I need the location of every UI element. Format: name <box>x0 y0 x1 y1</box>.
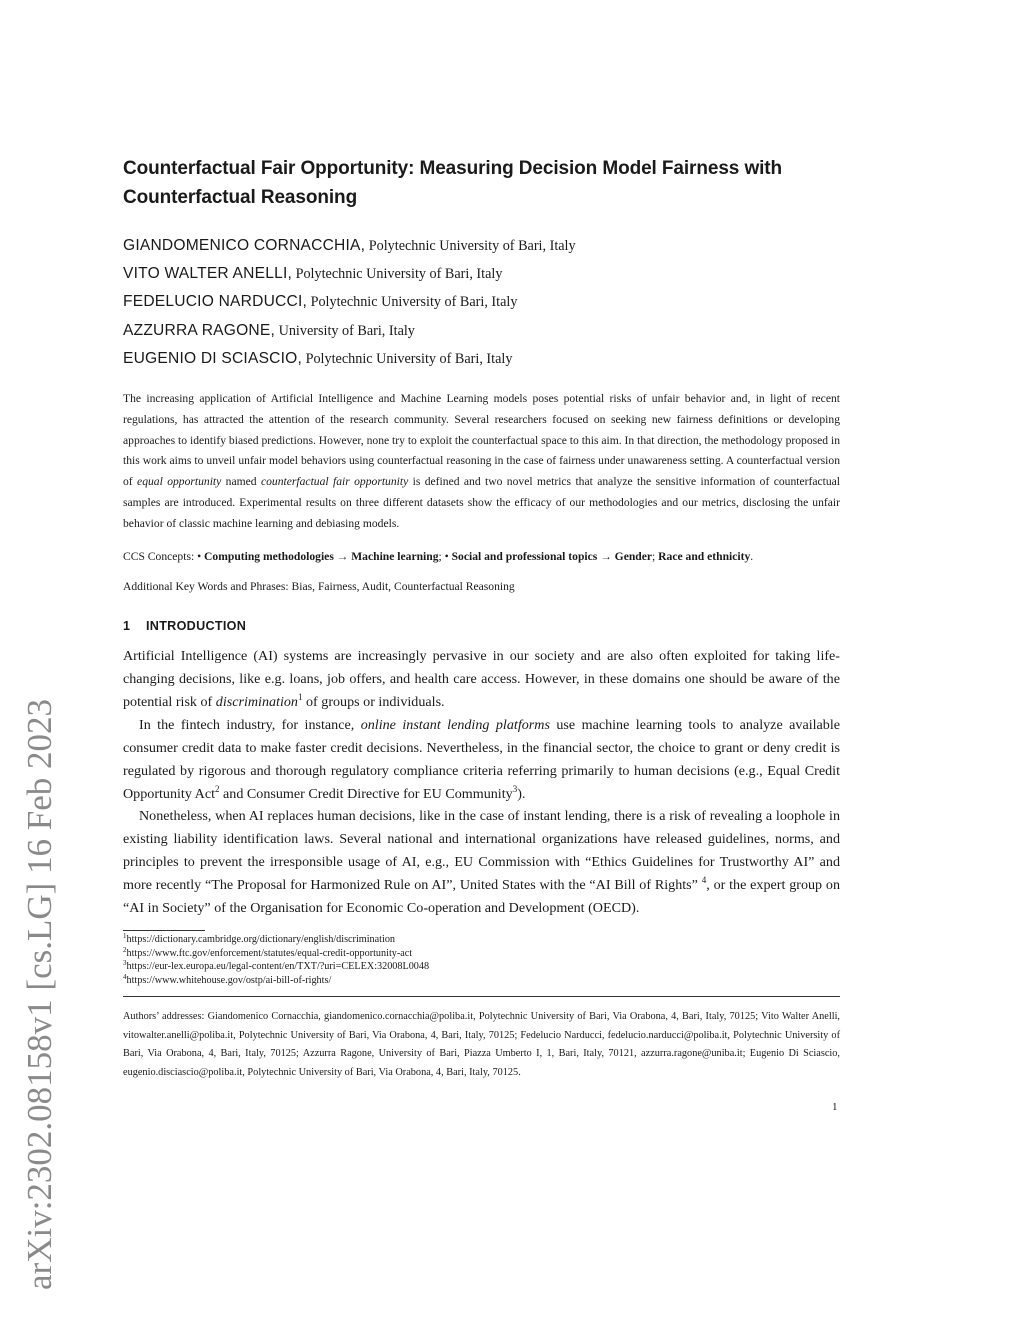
paragraph-emphasis: online instant lending platforms <box>360 716 550 733</box>
footnote-marker[interactable]: 2 <box>215 783 220 794</box>
author-entry <box>123 232 840 260</box>
section-heading <box>123 619 840 633</box>
footnote-number: 2 <box>123 945 127 954</box>
paragraph-text: , or the expert group on “AI in Society” of the Organisation for Economic Co-operation and Development (OECD). <box>123 877 840 917</box>
author-affiliation: Polytechnic University of Bari, Italy <box>368 238 576 254</box>
author-name: EUGENIO DI SCIASCIO, <box>123 349 303 367</box>
footnote-marker[interactable]: 4 <box>701 875 707 886</box>
paragraph-text: of groups or individuals. <box>302 693 445 710</box>
abstract-text: named <box>221 475 261 489</box>
footnote-number: 1 <box>123 931 127 940</box>
section-number: 1 <box>123 619 131 634</box>
paragraph-text: ). <box>517 785 526 802</box>
abstract-text: The increasing application of Artificial Intelligence and Machine Learning models poses potential risks of unfair behavior and, in light of recent regulations, has attracted the attention of the research community. Several researchers focused on seeking new fairness definitions or developing approaches to identify biased predictions. However, none try to exploit the counterfactual space to this aim. In that direction, the methodology proposed in this work aims to unveil unfair model behaviors using counterfactual reasoning in the case of fairness under unawareness setting. A counterfactual version of <box>123 392 840 489</box>
author-name: VITO WALTER ANELLI, <box>123 265 293 283</box>
footnote-link[interactable]: https://www.whitehouse.gov/ostp/ai-bill-of-rights/ <box>126 974 332 986</box>
footnote-marker[interactable]: 1 <box>297 691 303 702</box>
page-number: 1 <box>832 1101 838 1113</box>
ccs-label: CCS Concepts: • <box>123 549 205 563</box>
ccs-concept: Social and professional topics → Gender <box>451 549 653 563</box>
footnote-divider <box>123 930 205 931</box>
paragraph-text: and Consumer Credit Directive for EU Community <box>219 785 513 802</box>
intro-paragraph-2 <box>123 714 840 806</box>
intro-paragraph-3 <box>123 805 840 920</box>
author-entry <box>123 288 840 316</box>
author-affiliation: Polytechnic University of Bari, Italy <box>310 294 518 311</box>
section-title: INTRODUCTION <box>146 619 247 634</box>
abstract <box>123 389 840 535</box>
paper-page <box>123 154 840 1094</box>
footnote <box>123 933 840 947</box>
footnote <box>123 960 840 974</box>
paragraph-text: In the fintech industry, for instance, <box>139 716 361 733</box>
footnote-link[interactable]: https://dictionary.cambridge.org/dictionary/english/discrimination <box>126 933 396 945</box>
paragraph-emphasis: discrimination <box>215 693 298 710</box>
author-entry <box>123 260 840 288</box>
footnote-number: 4 <box>123 972 127 981</box>
footnote-link[interactable]: https://www.ftc.gov/enforcement/statutes/equal-credit-opportunity-act <box>126 947 413 959</box>
ccs-separator: ; • <box>438 549 452 563</box>
intro-paragraph-1 <box>123 645 840 714</box>
ccs-separator: ; <box>652 549 659 563</box>
abstract-text: is defined and two novel metrics that analyze the sensitive information of counterfactual samples are introduced. Experimental results on three different datasets show the efficacy of our methodologies and our metrics, disclosing the unfair behavior of classic machine learning and debiasing models. <box>123 475 841 530</box>
paragraph-text: use machine learning tools to analyze available consumer credit data to make faster credit decisions. Nevertheless, in the financial sector, the choice to grant or deny credit is regulated by rigorous and thorough regulatory compliance criteria referring primarily to human decisions (e.g., Equal Credit Opportunity Act <box>123 716 841 802</box>
footnote-number: 3 <box>123 959 127 968</box>
ccs-end: . <box>750 549 754 563</box>
footnote-list <box>123 933 840 987</box>
arxiv-identifier: arXiv:2302.08158v1 [cs.LG] 16 Feb 2023 <box>20 698 59 1290</box>
paragraph-text: Nonetheless, when AI replaces human decisions, like in the case of instant lending, there is a risk of revealing a loophole in existing liability identification laws. Several national and international organizations have released guidelines, norms, and principles to prevent the irresponsible usage of AI, e.g., EU Commission with “Ethics Guidelines for Trustworthy AI” and more recently “The Proposal for Harmonized Rule on AI”, United States with the “AI Bill of Rights” <box>123 808 840 894</box>
author-list <box>123 232 840 373</box>
ccs-concept: Race and ethnicity <box>658 549 751 563</box>
paper-title: Counterfactual Fair Opportunity: Measuring Decision Model Fairness with Counterfactual Reasoning <box>123 158 783 208</box>
author-addresses: Authors’ addresses: Giandomenico Cornacchia, giandomenico.cornacchia@poliba.it, Polytechnic University of Bari, Via Orabona, 4, Bari, Italy, 70125; Vito Walter Anelli, vitowalter.anelli@poliba.it, Polytechnic University of Bari, Via Orabona, 4, Bari, Italy, 70125; Fedelucio Narducci, fedelucio.narducci@poliba.it, Polytechnic University of Bari, Via Orabona, 4, Bari, Italy, 70125; Azzurra Ragone, University of Bari, Piazza Umberto I, 1, Bari, Italy, 70121, azzurra.ragone@uniba.it; Eugenio Di Sciascio, eugenio.disciascio@poliba.it, Polytechnic University of Bari, Via Orabona, 4, Bari, Italy, 70125. <box>123 1010 840 1079</box>
author-entry <box>123 317 840 345</box>
paragraph-text: Artificial Intelligence (AI) systems are increasingly pervasive in our society and are also often exploited for taking life-changing decisions, like e.g. loans, job offers, and health care access. However, in these domains one should be aware of the potential risk of <box>123 648 840 710</box>
addresses-divider <box>123 996 840 997</box>
author-affiliation: Polytechnic University of Bari, Italy <box>305 350 513 367</box>
author-affiliation: University of Bari, Italy <box>278 322 415 339</box>
author-name: FEDELUCIO NARDUCCI, <box>123 293 308 311</box>
author-affiliation: Polytechnic University of Bari, Italy <box>295 266 503 283</box>
footnote-marker[interactable]: 3 <box>512 783 518 794</box>
footnote-link[interactable]: https://eur-lex.europa.eu/legal-content/en/TXT/?uri=CELEX:32008L0048 <box>126 961 430 973</box>
ccs-concepts <box>123 547 840 568</box>
footnote <box>123 974 840 988</box>
keywords: Additional Key Words and Phrases: Bias, Fairness, Audit, Counterfactual Reasoning <box>123 580 515 594</box>
author-entry <box>123 345 840 373</box>
abstract-emphasis: equal opportunity <box>137 475 222 489</box>
footnote <box>123 947 840 961</box>
author-name: AZZURRA RAGONE, <box>123 321 276 339</box>
author-name: GIANDOMENICO CORNACCHIA, <box>123 237 366 254</box>
abstract-emphasis: counterfactual fair opportunity <box>260 475 409 489</box>
ccs-concept: Computing methodologies → Machine learning <box>204 549 439 563</box>
